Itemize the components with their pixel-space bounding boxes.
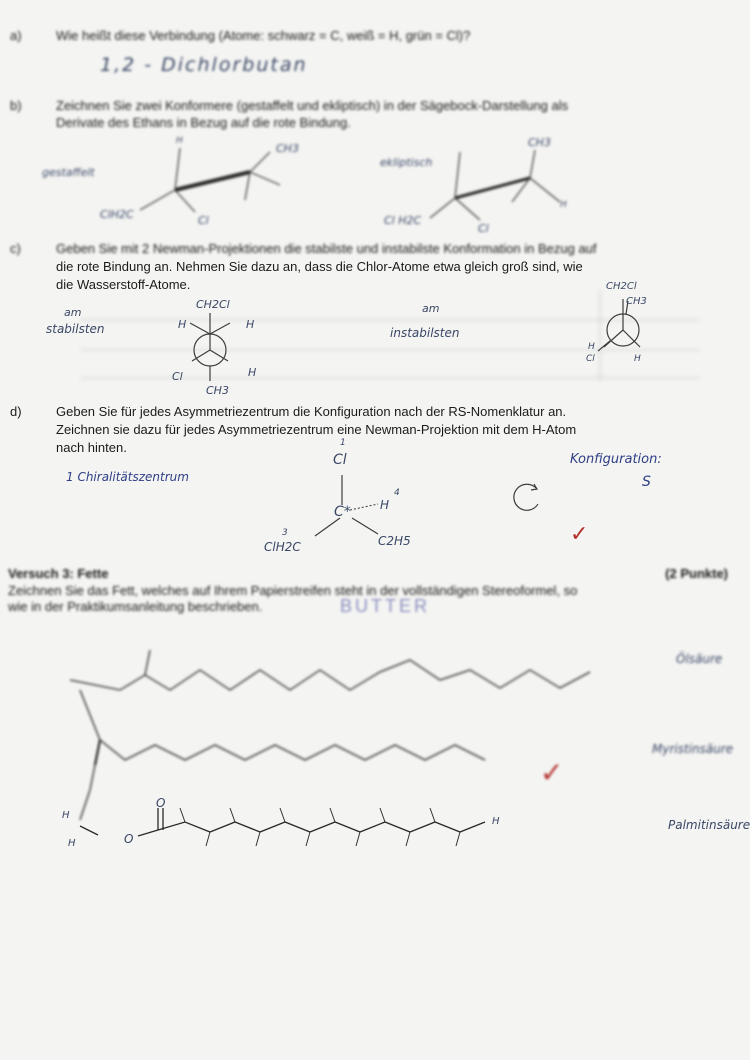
note-configuration: Konfiguration: [570, 452, 662, 467]
sub-ch2cl-right: Cl H2C [384, 214, 422, 227]
sub-h-right: H [560, 200, 567, 210]
question-b-line2: Derivate des Ethans in Bezug auf die rote Bindung. [56, 115, 351, 130]
question-c-line2: die rote Bindung an. Nehmen Sie dazu an, dass die Chlor-Atome etwa gleich groß sind, wie [56, 259, 583, 274]
check-mark-d: ✓ [570, 522, 589, 547]
note-ekliptisch: ekliptisch [380, 156, 433, 169]
question-a-text: Wie heißt diese Verbindung (Atome: schwarz = C, weiß = H, grün = Cl)? [56, 28, 471, 43]
prio-4: 4 [394, 488, 400, 498]
fat-name: BUTTER [340, 596, 430, 616]
n2-cl: Cl [586, 354, 595, 364]
atom-c2h5-d: C2H5 [378, 534, 411, 548]
atom-h-glycerol-1: H [62, 810, 70, 821]
sub-h-left: H [176, 136, 183, 146]
fatty-acid-myristic [100, 720, 580, 790]
note-chirality-centers: 1 Chiralitätszentrum [66, 470, 189, 484]
n1-cl: Cl [172, 370, 183, 383]
check-mark-fat: ✓ [540, 756, 564, 789]
n2-ch3: CH3 [626, 296, 647, 307]
question-b-line1: Zeichnen Sie zwei Konformere (gestaffelt und ekliptisch) in der Sägebock-Darstellung als [56, 98, 569, 113]
acid-label-palmitic: Palmitinsäure [668, 818, 750, 832]
section3-line2: wie in der Praktikumsanleitung beschrieben. [8, 599, 263, 614]
sub-ch3-left: CH3 [276, 142, 299, 155]
acid-label-myristic: Myristinsäure [652, 742, 734, 756]
sub-ch2cl-left: ClH2C [100, 208, 134, 221]
answer-a: 1,2 - Dichlorbutan [100, 54, 308, 76]
n2-h: H [588, 342, 595, 352]
note-stable-1: am [64, 306, 82, 319]
fatty-acid-oleic [60, 630, 620, 710]
rotation-arrow-icon [508, 480, 548, 520]
note-unstable-2: instabilsten [390, 326, 460, 340]
question-d-label: d) [10, 404, 22, 419]
section3-header [8, 566, 728, 584]
atom-ch2cl-d: ClH2C [264, 540, 301, 554]
note-gestaffelt: gestaffelt [42, 166, 95, 179]
ghost-table [80, 290, 700, 380]
note-unstable-1: am [422, 302, 440, 315]
n1-h2: H [246, 318, 255, 331]
atom-o-carbonyl: O [156, 796, 166, 810]
n1-ch3: CH3 [206, 384, 229, 397]
sub-cl-right: Cl [478, 222, 489, 235]
atom-c-star: C* [334, 504, 351, 520]
atom-h-d: H [380, 498, 390, 512]
n1-h1: H [178, 318, 187, 331]
atom-h-terminal: H [492, 816, 500, 827]
acid-label-oleic: Ölsäure [676, 652, 723, 666]
n2-top: CH2Cl [606, 281, 637, 292]
n1-h3: H [248, 366, 257, 379]
question-c-line3: die Wasserstoff-Atome. [56, 277, 191, 292]
section3-points: (2 Punkte) [665, 566, 728, 581]
question-d-line3: nach hinten. [56, 440, 127, 455]
section3-line1: Zeichnen Sie das Fett, welches auf Ihrem Papierstreifen steht in der vollständigen Stereoformel, so [8, 583, 578, 598]
question-d-line1: Geben Sie für jedes Asymmetriezentrum die Konfiguration nach der RS-Nomenklatur an. [56, 404, 567, 419]
question-b [10, 98, 730, 132]
question-b-label: b) [10, 98, 22, 113]
question-c-label: c) [10, 241, 21, 256]
fatty-acid-palmitic [60, 790, 520, 870]
prio-1: 1 [340, 438, 346, 448]
n2-h2: H [634, 354, 641, 364]
sub-cl-left: Cl [198, 214, 209, 227]
section3-title: Versuch 3: Fette [8, 566, 109, 581]
atom-o-ester: O [124, 832, 134, 846]
question-a-label: a) [10, 28, 22, 43]
sub-ch3-right: CH3 [528, 136, 551, 149]
atom-cl-d: Cl [333, 452, 347, 468]
atom-h-glycerol-2: H [68, 838, 76, 849]
sawhorse-left [80, 130, 340, 240]
note-stable-2: stabilsten [46, 322, 105, 336]
prio-3: 3 [282, 528, 288, 538]
n1-top: CH2Cl [196, 298, 230, 311]
question-d-line2: Zeichnen sie dazu für jedes Asymmetriezentrum eine Newman-Projektion mit dem H-Atom [56, 422, 577, 437]
config-value: S [642, 474, 651, 490]
question-a [10, 28, 730, 46]
question-c-line1: Geben Sie mit 2 Newman-Projektionen die stabilste und instabilste Konformation in Bezug auf [56, 241, 597, 256]
